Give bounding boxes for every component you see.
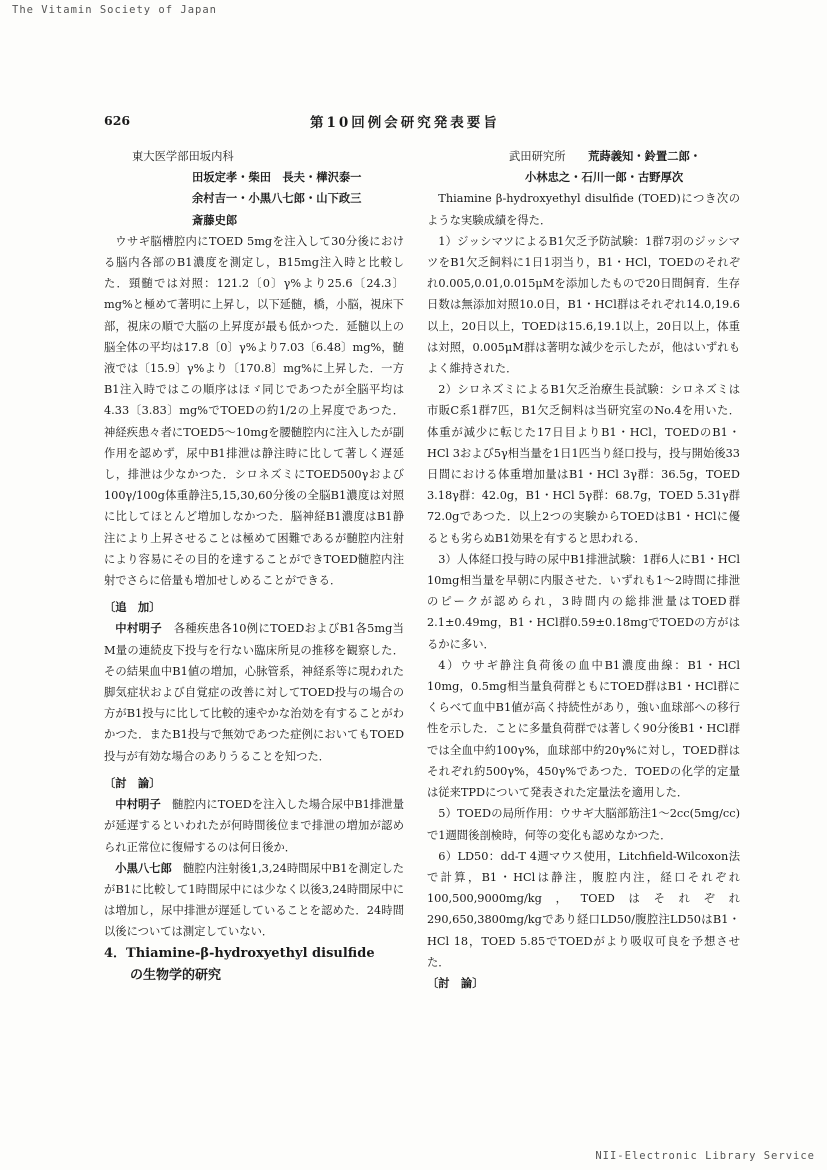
result-item: 1）ジッシマツによるB1欠乏予防試験：1群7羽のジッシマツをB1欠乏飼料に1日1羽当り，B1・HCl，TOEDのそれぞれ0.005,0.01,0.015μMを添加したもので20日間飼育．生存日数は無添加対照10.0日，B1・HCl群はそれぞれ14.0,19.6以上，20日以上，TOEDは15.6,19.1以上，20日以上，体重は対照，0.005μM群は著明な減少を示したが，他はいずれもよく維持された． (427, 234, 740, 376)
discussion-paragraph (104, 794, 404, 858)
society-header: The Vitamin Society of Japan (12, 4, 218, 16)
affiliation-name: 武田研究所 (509, 150, 566, 163)
speaker-name: 中村明子 (115, 797, 161, 812)
section-heading-addition: 〔追 加〕 (104, 600, 161, 615)
section-heading-discussion: 〔討 論〕 (427, 975, 484, 990)
author-line: 余村吉一・小黒八七郎・山下政三 (192, 191, 362, 206)
result-item: 5）TOEDの局所作用：ウサギ大脳部筋注1～2cc(5mg/cc)で1週間後剖検時，何等の変化も認めなかつた． (427, 807, 740, 842)
discussion-text: 髄腔内にTOEDを注入した場合尿中B1排泄量が延遅するといわれたが何時間後位まで排泄の増加が認められ正常位に復帰するのは何日後か． (104, 798, 404, 854)
addition-paragraph (104, 618, 404, 766)
affiliation: 東大医学部田坂内科 (132, 150, 234, 163)
right-column (427, 146, 740, 994)
result-item: 6）LD50：dd-T 4週マウス使用，Litchfield-Wilcoxon法で計算，B1・HClは静注，腹腔内注，経口それぞれ100,500,9000mg/kg，TOEDはそれぞれ290,650,3800mg/kgであり経口LD50/腹腔注LD50はB1・HCl 18，TOED 5.85でTOEDがより吸収可良を予想させた． (427, 849, 740, 969)
section-heading-discussion: 〔討 論〕 (104, 775, 161, 790)
discussion-paragraph (104, 858, 404, 943)
author-line: 斎藤史郎 (192, 212, 238, 227)
running-title: 第10回例会研究発表要旨 (310, 115, 500, 131)
author-line: 小林忠之・石川一郎・古野厚次 (525, 170, 684, 185)
result-item: 2）シロネズミによるB1欠乏治療生長試験：シロネズミは市販C系1群7匹，B1欠乏飼料は当研究室のNo.4を用いた．体重が減少に転じた17日目よりB1・HCl，TOEDのB1・HCl 3および5γ相当量を1日1匹当り経口投与，投与開始後33日間における体重増加量はB1・HCl 3γ群：36.5g，TOED 3.18γ群：42.0g，B1・HCl 5γ群：68.7g，TOED 5.31γ群72.0gであつた．以上2つの実験からTOEDはB1・HClに優るとも劣らぬB1効果を有すると思われる． (427, 383, 740, 545)
abstract-body: ウサギ脳槽腔内にTOED 5mgを注入して30分後における脳内各部のB1濃度を測定し，B15mg注入時と比較した．頸髄では対照：121.2〔0〕γ%より25.6〔24.3〕mg%と極めて著明に上昇し，以下延髄，橋，小脳，視床下部，視床の順で大脳の上昇度が最も低かつた．延髄以上の脳全体の平均は17.8〔0〕γ%より7.03〔6.48〕mg%，髄液では〔15.9〕γ%より〔170.8〕mg%に上昇した．一方B1注入時ではこの順序はほゞ同じであつたが全脳平均は4.33〔3.83〕mg%でTOEDの約1/2の上昇度であつた．神経疾患々者にTOED5～10mgを腰髄腔内に注入したが副作用を認めず，尿中B1排泄は静注時に比して著しく遅延し，排泄は少なかつた．シロネズミにTOED500γおよび100γ/100g体重静注5,15,30,60分後の全脳B1濃度は対照に比してほとんど増加しなかつた．脳神経B1濃度はB1静注により上昇させることは極めて困難であるが髄腔内注射により容易にその目的を達することができTOED髄腔内注射でさらに倍量も増加せしめることができる． (104, 234, 404, 588)
intro-paragraph: Thiamine β-hydroxyethyl disulfide (TOED)につき次のような実験成績を得た． (427, 192, 740, 227)
nii-footer: NII-Electronic Library Service (595, 1150, 815, 1162)
affiliation (427, 146, 740, 167)
author-line: 田坂定孝・柴田 長夫・樺沢泰一 (192, 170, 362, 185)
speaker-name: 小黒八七郎 (115, 860, 172, 875)
result-item: 3）人体経口投与時の尿中B1排泄試験：1群6人にB1・HCl 10mg相当量を早朝に内服させた．いずれも1～2時間に排泄のピークが認められ，3時間内の総排泄量はTOED群2.1±0.49mg，B1・HCl群0.59±0.18mgでTOEDの方がはるかに多い． (427, 552, 740, 651)
page-number: 626 (104, 113, 131, 128)
left-column (104, 146, 404, 987)
next-paper-title: 4．Thiamine-β-hydroxyethyl disulfide (104, 945, 375, 961)
result-item: 4）ウサギ静注負荷後の血中B1濃度曲線：B1・HCl 10mg，0.5mg相当量負荷群ともにTOED群はB1・HCl群にくらべて血中B1値が高く持続性があり，強い血球部への移行性を示した．ことに多量負荷群では著しく90分後B1・HCl群では全血中約100γ%，血球部中約20γ%に対し，TOED群はそれぞれ約500γ%，450γ%であつた．TOEDの化学的定量は従来TPDについて発表された定量法を適用した． (427, 658, 740, 800)
discussion-text: 髄腔内注射後1,3,24時間尿中B1を測定したがB1に比較して1時間尿中には少なく以後3,24時間尿中には増加し，尿中排泄が遅延していることを認めた．24時間以後については測定していない． (104, 861, 404, 939)
author-line: 荒蒔義知・鈴置二郎・ (588, 149, 702, 163)
addition-text: 各種疾患各10例にTOEDおよびB1各5mg当M量の連続皮下投与を行ない臨床所見の推移を観察した．その結果血中B1値の増加，心脉管系，神経系等に現われた脚気症状および自覚症の改善に対してTOED投与の場合の方がB1投与に比して比較的速やかな治効を有することがわかつた．またB1投与で無効であつた症例においてもTOED投与が有効な場合のありうることを知つた． (104, 622, 404, 763)
speaker-name: 中村明子 (115, 621, 162, 636)
next-paper-title-cont: の生物学的研究 (130, 967, 222, 983)
